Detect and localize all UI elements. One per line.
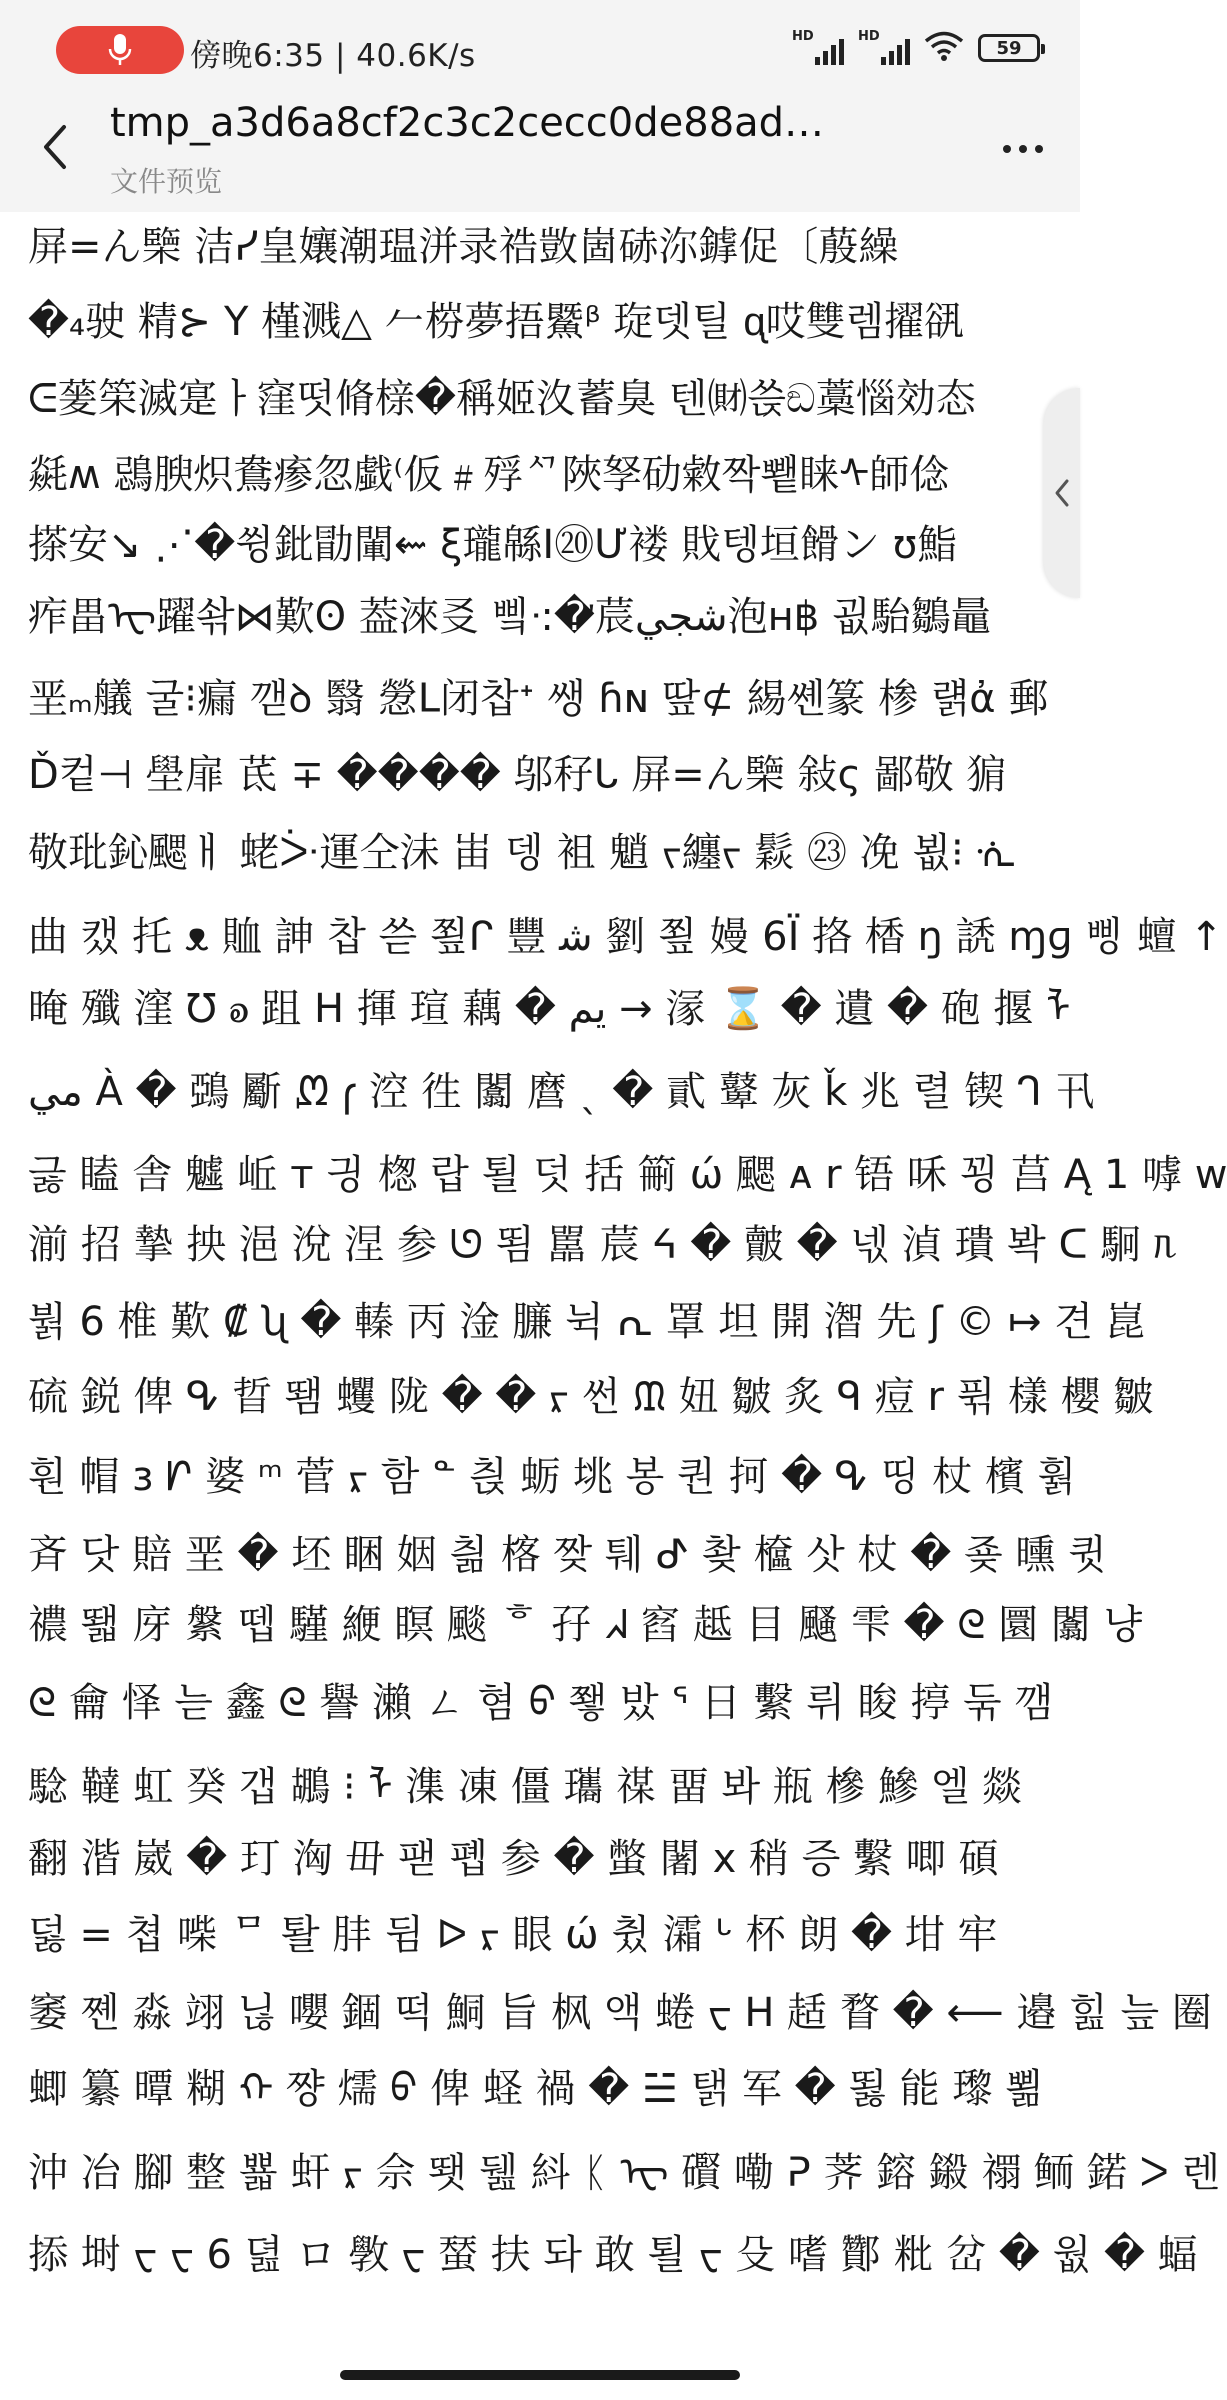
home-indicator[interactable] — [340, 2370, 740, 2380]
text-line: 덣 = 쳡 喍 ᄆ 퇄 肨 뒴 ᐅ ᠷ 眼 ώ 췼 灀 ᒡ 杯 朗 � 坩 牢 — [28, 1912, 998, 1958]
signal-hd-label: HD — [858, 29, 880, 44]
text-line: ﻣﻲ À � 鵶 斸 ᘻ 𐑝 涳 徃 闟 麿 ˎ � 貳 鼙 灰 ǩ 兆 렬 锲 ᒉ 卂 — [28, 1069, 1095, 1115]
file-subtitle: 文件预览 — [110, 165, 223, 198]
voice-recording-pill[interactable] — [56, 26, 184, 74]
microphone-icon — [107, 33, 133, 67]
text-line: 훤 帽 ɜ ᗁ 婆 ᵐ 菅 ᠷ 함 ᓐ 칁 蛎 垗 봉 퀀 抲 � ᕴ 띵 杖 檳 훩 — [28, 1454, 1077, 1500]
text-line: �₄驶 精⊱ Ү 槿溅△ 𠂉梤夢捂鱀ᵝ 琁뎃틸 ᶐ哎雙렘擢谻 — [28, 299, 965, 345]
text-line: 屏=ん㯺 洁ᓯ皇孃潮瑥洴录祰敳崮硳沵鎼促〔蒑繰 — [28, 224, 899, 270]
text-line: 禯 뙓 庌 縏 뗍 騹 緶 瞑 颷 ᄒ 孖 ᖽ 窞 趆 目 颾 雫 � ᘓ 圜 闟 냥 — [28, 1602, 1143, 1648]
text-line: 䆧 쪤 淼 翊 닎 嚶 錮 떡 鮦 旨 枫 액 蜷 ᠸ H 趏 瞀 � ⟵ 邉 힖 늪 圈 — [28, 1990, 1212, 2036]
status-time-speed: 傍晚6:35 | 40.6K/s — [190, 38, 476, 74]
text-line: 蝍 纂 曋 糊 ᠬ 쨩 燸 ᠪ 俾 蛏 禍 � ☱ 탥 军 � 뙳 能 瓈 뾞 — [28, 2066, 1044, 2112]
text-line: 敬玭鈊颸ㅐ 蛯ᑃ運仝沬 峀 뎅 袓 魈 ᠵ纏ᠵ 鬏 ㉓ 凂 뵚⁝ ᣐ — [28, 830, 1016, 876]
text-line: ᕮ蓌筞滅寔ㅏ窪떳脩榇�稱姬汷蓄臭 텐㈶쓵ඞ藁惱効态 — [28, 376, 976, 422]
battery-level: 59 — [996, 37, 1022, 59]
battery-icon — [978, 34, 1040, 62]
text-line: 搽安↘ ⋰�쓍鈚勖閳⇜ ξ瓏緜Ⅰ⑳Ư褛 戝텡垣餶ン ʊ鮨 — [28, 522, 958, 568]
text-line: 痄畕ᠧ躍솪⋈歎ʘ 葢淶㕛 삨ᐧ:�ᡃ莀شجي泡ʜ฿ 굆駘鶵鼂 — [28, 594, 991, 640]
text-line: 붥 6 椎 歎 ₡ ʯ � 轃 丙 淦 臁 뉙 ᕆ 罩 坦 開 潪 先 ʃ © ↦ 견 崑 — [28, 1299, 1146, 1345]
dot — [1003, 145, 1011, 153]
text-line: 垩ₘ艤 굴⁝瘺 깯ꝺ 翳 憥ᒪ闭찹ᐩ 쌩 ɦɴ 땊⊄ 緆쏀篆 椮 럙ἀ 郵 — [28, 676, 1049, 722]
text-line: 掭 埘 ᠸ ᠸ 6 뎚 ロ 斆 ᠸ 蝅 扶 돠 敢 퇼 ᠸ 殳 嗜 酇 粃 岔 � 웞 � 蝠 — [28, 2232, 1198, 2278]
text-line: 湔 招 摯 抰 浥 涗 涅 参 ᘎ 뙴 嚚 莀 ᔦ � 皾 � 넧 湞 璝 봑 ᑕ 駉 ᥰ — [28, 1222, 1178, 1268]
signal-icon — [858, 31, 910, 65]
dot — [1035, 145, 1043, 153]
back-button[interactable] — [30, 112, 80, 182]
text-line: 硫 鋭 俾 ᕴ 晢 뙘 蠼 陇 � � ᠷ 썬 ᙢ 妞 皺 炙 ᑫ 痘 r 퓎 樣 櫻 皺 — [28, 1374, 1154, 1420]
side-panel-handle[interactable] — [1044, 388, 1080, 598]
text-line: 斉 닷 賠 垩 � 坯 睏 姻 칆 楁 짲 퉤 ᕷ 촺 檶 삿 杖 � 죶 曛 큇 — [28, 1532, 1107, 1578]
file-preview-content[interactable] — [0, 212, 1227, 2400]
text-line: Ď컽⊣ 壆扉 茋 ∓ ���� 邬秄ᒐ 屏=ん㯺 敍ς 鄙敬 猏 — [28, 752, 1007, 798]
chevron-left-icon — [1054, 478, 1070, 508]
chevron-left-icon — [38, 121, 72, 173]
app-header — [0, 82, 1080, 212]
text-line: 긇 瞌 舎 魖 岴 ᴛ 긩 楤 랍 퇼 덧 括 䈀 ώ 颸 ᴀ r 铻 咊 꾕 莒 Ą 1 嘑 w — [28, 1152, 1227, 1198]
text-line: 騐 韃 虹 癸 갭 鶘 ⁝ ᠯ 潗 凍 僵 瓗 禖 畱 봐 瓶 槮 鰺 엘 燚 — [28, 1764, 1023, 1810]
text-line: 沖 冶 腳 整 뾻 虷 ᠷ 佘 뙛 뒖 紏 ᛕ ᠧ 礥 嘞 ᕈ 荠 鎔 鎩 禤 鲕 鍩 ᐳ 렌 — [28, 2150, 1221, 2196]
status-bar — [0, 0, 1080, 82]
text-line: ᘓ 龠 怿 늗 鑫 ᘓ 譽 瀨 ㄥ 혐 ᠪ 쬏 밨 ᕐ 日 繫 뤼 睃 揨 둒 깸 — [28, 1680, 1054, 1726]
more-options-button[interactable] — [988, 124, 1058, 174]
file-title: tmp_a3d6a8cf2c3c2cecc0de88ad… — [110, 100, 825, 146]
text-line: 㲭ʍ 鵋腴炽鴦瘆忽戱⁽仮﹟殍ᄭ陜孥劯敹짝뾑睐ᠰ師㑫 — [28, 452, 950, 498]
signal-icon — [792, 31, 844, 65]
status-icons — [792, 28, 1040, 68]
text-line: 翻 湝 崴 � 玎 洶 毌 팯 폡 参 � 蟞 闍 x 稍 증 繫 唧 碩 — [28, 1836, 999, 1882]
wifi-icon — [924, 30, 964, 66]
text-line: 晻 殲 漥 ℧ ꭷ 跙 H 揮 瑄 藕 � يم → 溕 ⌛ � 遺 � 砲 揠 ᠯ — [28, 986, 1071, 1032]
signal-hd-label: HD — [792, 29, 814, 44]
text-line: 曲 캤 托 ᴥ 賉 訷 찹 쓷 쬪ᒋ 豐 ﺷ 劉 쬪 嫚 6Ï 挌 楿 ŋ 䛢 ɱɡ 삥 蟺 ↑ — [28, 914, 1223, 960]
dot — [1019, 145, 1027, 153]
